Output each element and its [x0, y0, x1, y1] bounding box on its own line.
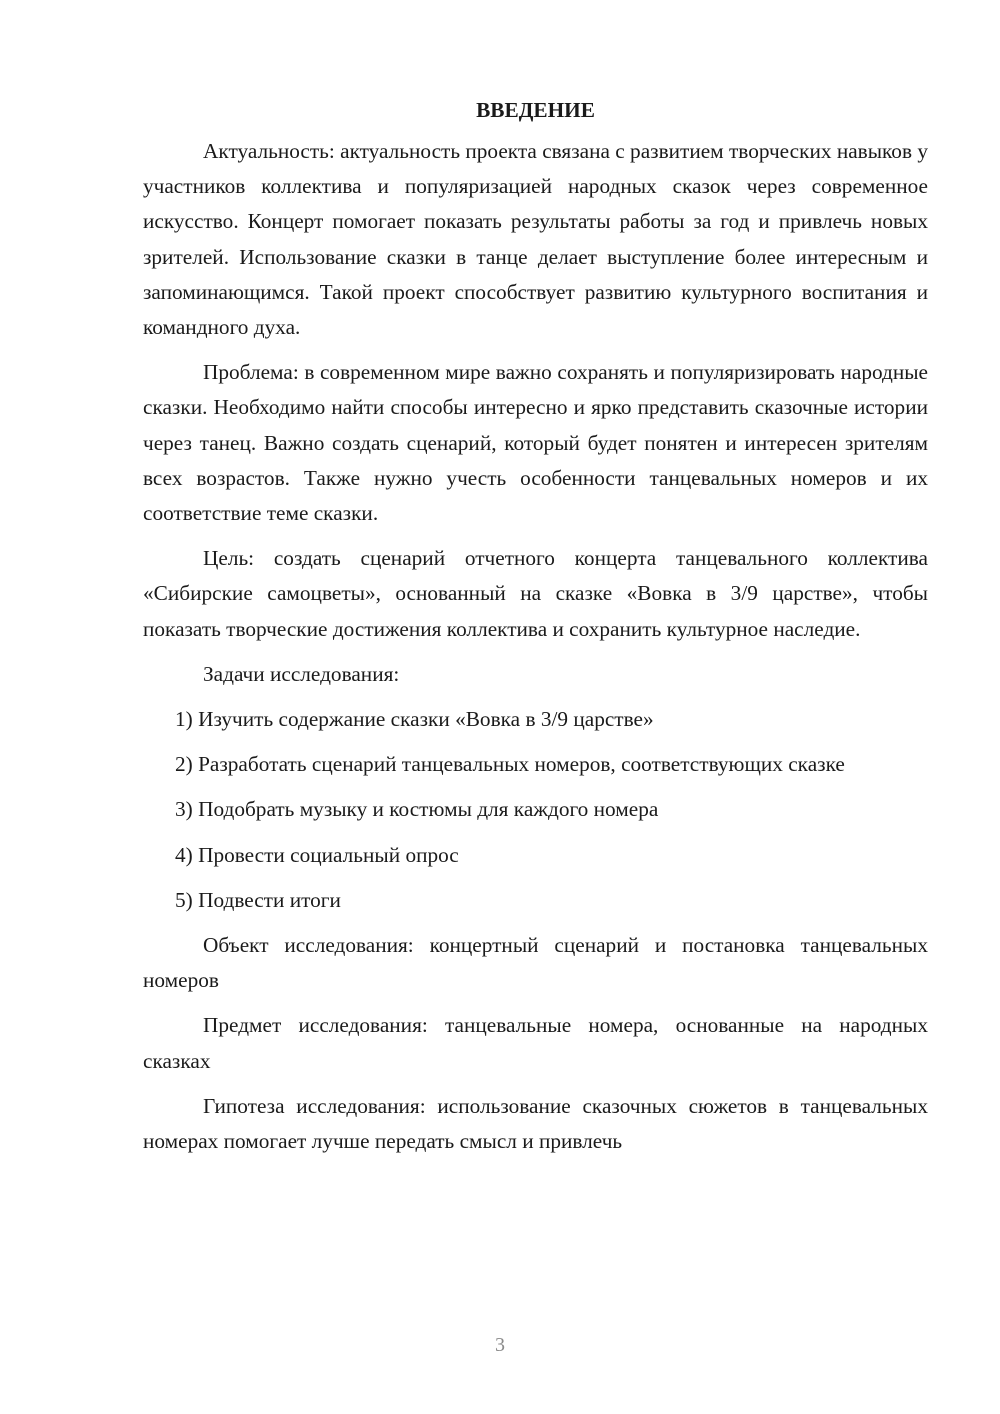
- document-page: [143, 92, 928, 1169]
- paragraph-hypothesis: Гипотеза исследования: использование сказочных сюжетов в танцевальных номерах помогает лучше передать смысл и привлечь: [143, 1093, 928, 1154]
- section-heading: ВВЕДЕНИЕ: [476, 98, 595, 122]
- paragraph-subject: Предмет исследования: танцевальные номера, основанные на народных сказках: [143, 1013, 928, 1073]
- task-item-5: 5) Подвести итоги: [175, 887, 341, 912]
- paragraph-goal: Цель: создать сценарий отчетного концерта танцевального коллектива «Сибирские самоцветы», основанный на сказке «Вовка в 3/9 царстве», чтобы показать творческие достижения коллектива и сохранить культурное наследие.: [143, 546, 928, 641]
- paragraph-relevance: Актуальность: актуальность проекта связана с развитием творческих навыков у участников коллектива и популяризацией народных сказок через современное искусство. Концерт помогает показать результаты работы за год и привлечь новых зрителей. Использование сказки в танце делает выступление более интересным и запоминающимся. Такой проект способствует развитию культурного воспитания и командного духа.: [143, 139, 928, 340]
- paragraph-object: Объект исследования: концертный сценарий и постановка танцевальных номеров: [143, 933, 928, 993]
- task-item-4: 4) Провести социальный опрос: [175, 842, 459, 867]
- task-item-1: 1) Изучить содержание сказки «Вовка в 3/9 царстве»: [175, 707, 654, 732]
- task-item-3: 3) Подобрать музыку и костюмы для каждого номера: [175, 797, 659, 822]
- task-item-2: 2) Разработать сценарий танцевальных номеров, соответствующих сказке: [175, 752, 845, 777]
- tasks-title: Задачи исследования:: [203, 661, 400, 686]
- paragraph-problem: Проблема: в современном мире важно сохранять и популяризировать народные сказки. Необходимо найти способы интересно и ярко представить сказочные истории через танец. Важно создать сценарий, который будет понятен и интересен зрителям всех возрастов. Также нужно учесть особенности танцевальных номеров и их соответствие теме сказки.: [143, 360, 928, 526]
- page-number: 3: [495, 1334, 505, 1356]
